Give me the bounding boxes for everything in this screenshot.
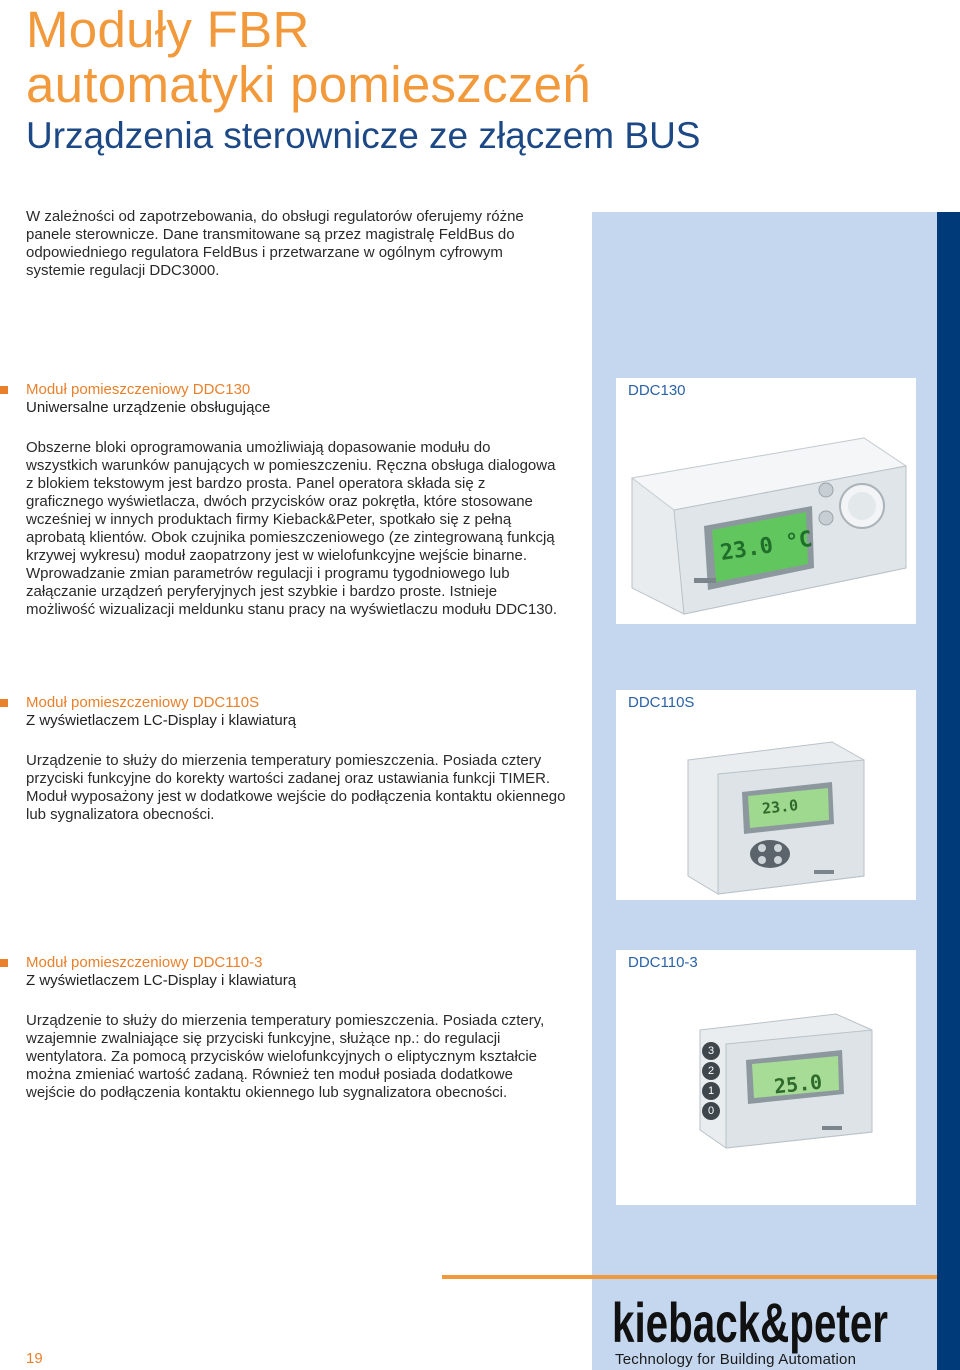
page-number: 19 [26,1350,43,1367]
page-title-line-2: automatyki pomieszczeń [26,56,592,113]
section-ddc110-3 [26,954,566,1102]
section-heading [26,381,566,417]
footer-orange-rule [442,1275,937,1279]
product-label: DDC130 [628,382,686,399]
page-title [26,2,591,112]
section-ddc130 [26,381,566,619]
section-title: Moduł pomieszczeniowy DDC110-3 [26,954,263,971]
side-accent-strip [937,212,960,1370]
bullet-square-icon [0,386,8,394]
bullet-square-icon [0,699,8,707]
product-box-ddc130 [616,378,916,624]
lcd-readout: 23.0 °C [718,526,815,567]
page-title-line-1: Moduły FBR [26,1,310,58]
section-body: Urządzenie to służy do mierzenia temperatury pomieszczenia. Posiada cztery, wzajemnie zwalniające się przyciski funkcyjne, służące np.: do regulacji wentylatora. Za pomocą przycisków wielofunkcyjnych o eliptycznym kształcie można zmieniać wartość zadaną. Również ten moduł posiada dodatkowe wejście do podłączenia kontaktu okiennego lub sygnalizatora obecności. [26,1012,545,1101]
section-title: Moduł pomieszczeniowy DDC110S [26,694,260,711]
lcd-readout: 23.0 [761,796,799,818]
intro-paragraph: W zależności od zapotrzebowania, do obsługi regulatorów oferujemy różne panele sterownicze. Dane transmitowane są przez magistralę FeldBus do odpowiedniego regulatora FeldBus i przetwarzane w ogólnym cyfrowym systemie regulacji DDC3000. [26,208,524,279]
kieback-peter-logo [612,1290,892,1352]
page-subtitle: Urządzenia sterownicze ze złączem BUS [26,115,701,156]
fan-level-3-button[interactable]: 3 [702,1042,720,1060]
section-body: Obszerne bloki oprogramowania umożliwiają dopasowanie modułu do wszystkich warunków panujących w pomieszczeniu. Ręczna obsługa dialogowa z blokiem tekstowym jest bardzo prosta. Panel operatora składa się z graficznego wyświetlacza, dwóch przycisków oraz pokrętła, które stosowane wcześniej w innych produktach firmy Kieback&Peter, spotkało się z pełną aprobatą klientów. Obok czujnika pomieszczeniowego (ze zintegrowaną funkcją krzywej wykresu) moduł zaopatrzony jest w wielofunkcyjne wejście binarne. Wprowadzanie zmian parametrów regulacji i programu tygodniowego lub załączanie urządzeń peryferyjnych jest szybkie i bardzo proste. Istnieje możliwość wizualizacji meldunku stanu pracy na wyświetlaczu modułu DDC130. [26,439,558,618]
section-heading [26,954,566,990]
fan-level-1-button[interactable]: 1 [702,1082,720,1100]
fan-off-button[interactable]: 0 [702,1102,720,1120]
product-label: DDC110-3 [628,954,698,971]
section-subtitle: Z wyświetlaczem LC-Display i klawiaturą [26,972,297,989]
bullet-square-icon [0,959,8,967]
product-label: DDC110S [628,694,695,711]
lcd-readout: 25.0 [772,1069,824,1099]
section-subtitle: Uniwersalne urządzenie obsługujące [26,399,271,416]
section-body: Urządzenie to służy do mierzenia temperatury pomieszczenia. Posiada cztery przyciski funkcyjne do korekty wartości zadanej oraz ustawiania funkcji TIMER. Moduł wyposażony jest w dodatkowe wejście do podłączenia kontaktu okiennego lub sygnalizatora obecności. [26,752,566,823]
button-column [702,1042,720,1122]
product-box-ddc110s [616,690,916,900]
ddc110s-device-image [682,738,872,898]
logo-text: kieback&peter [612,1291,888,1354]
fan-level-2-button[interactable]: 2 [702,1062,720,1080]
company-tagline: Technology for Building Automation [615,1351,857,1368]
section-subtitle: Z wyświetlaczem LC-Display i klawiaturą [26,712,297,729]
section-heading [26,694,566,730]
product-box-ddc110-3 [616,950,916,1205]
ddc130-device-image [624,418,908,623]
section-ddc110s [26,694,566,824]
section-title: Moduł pomieszczeniowy DDC130 [26,381,251,398]
